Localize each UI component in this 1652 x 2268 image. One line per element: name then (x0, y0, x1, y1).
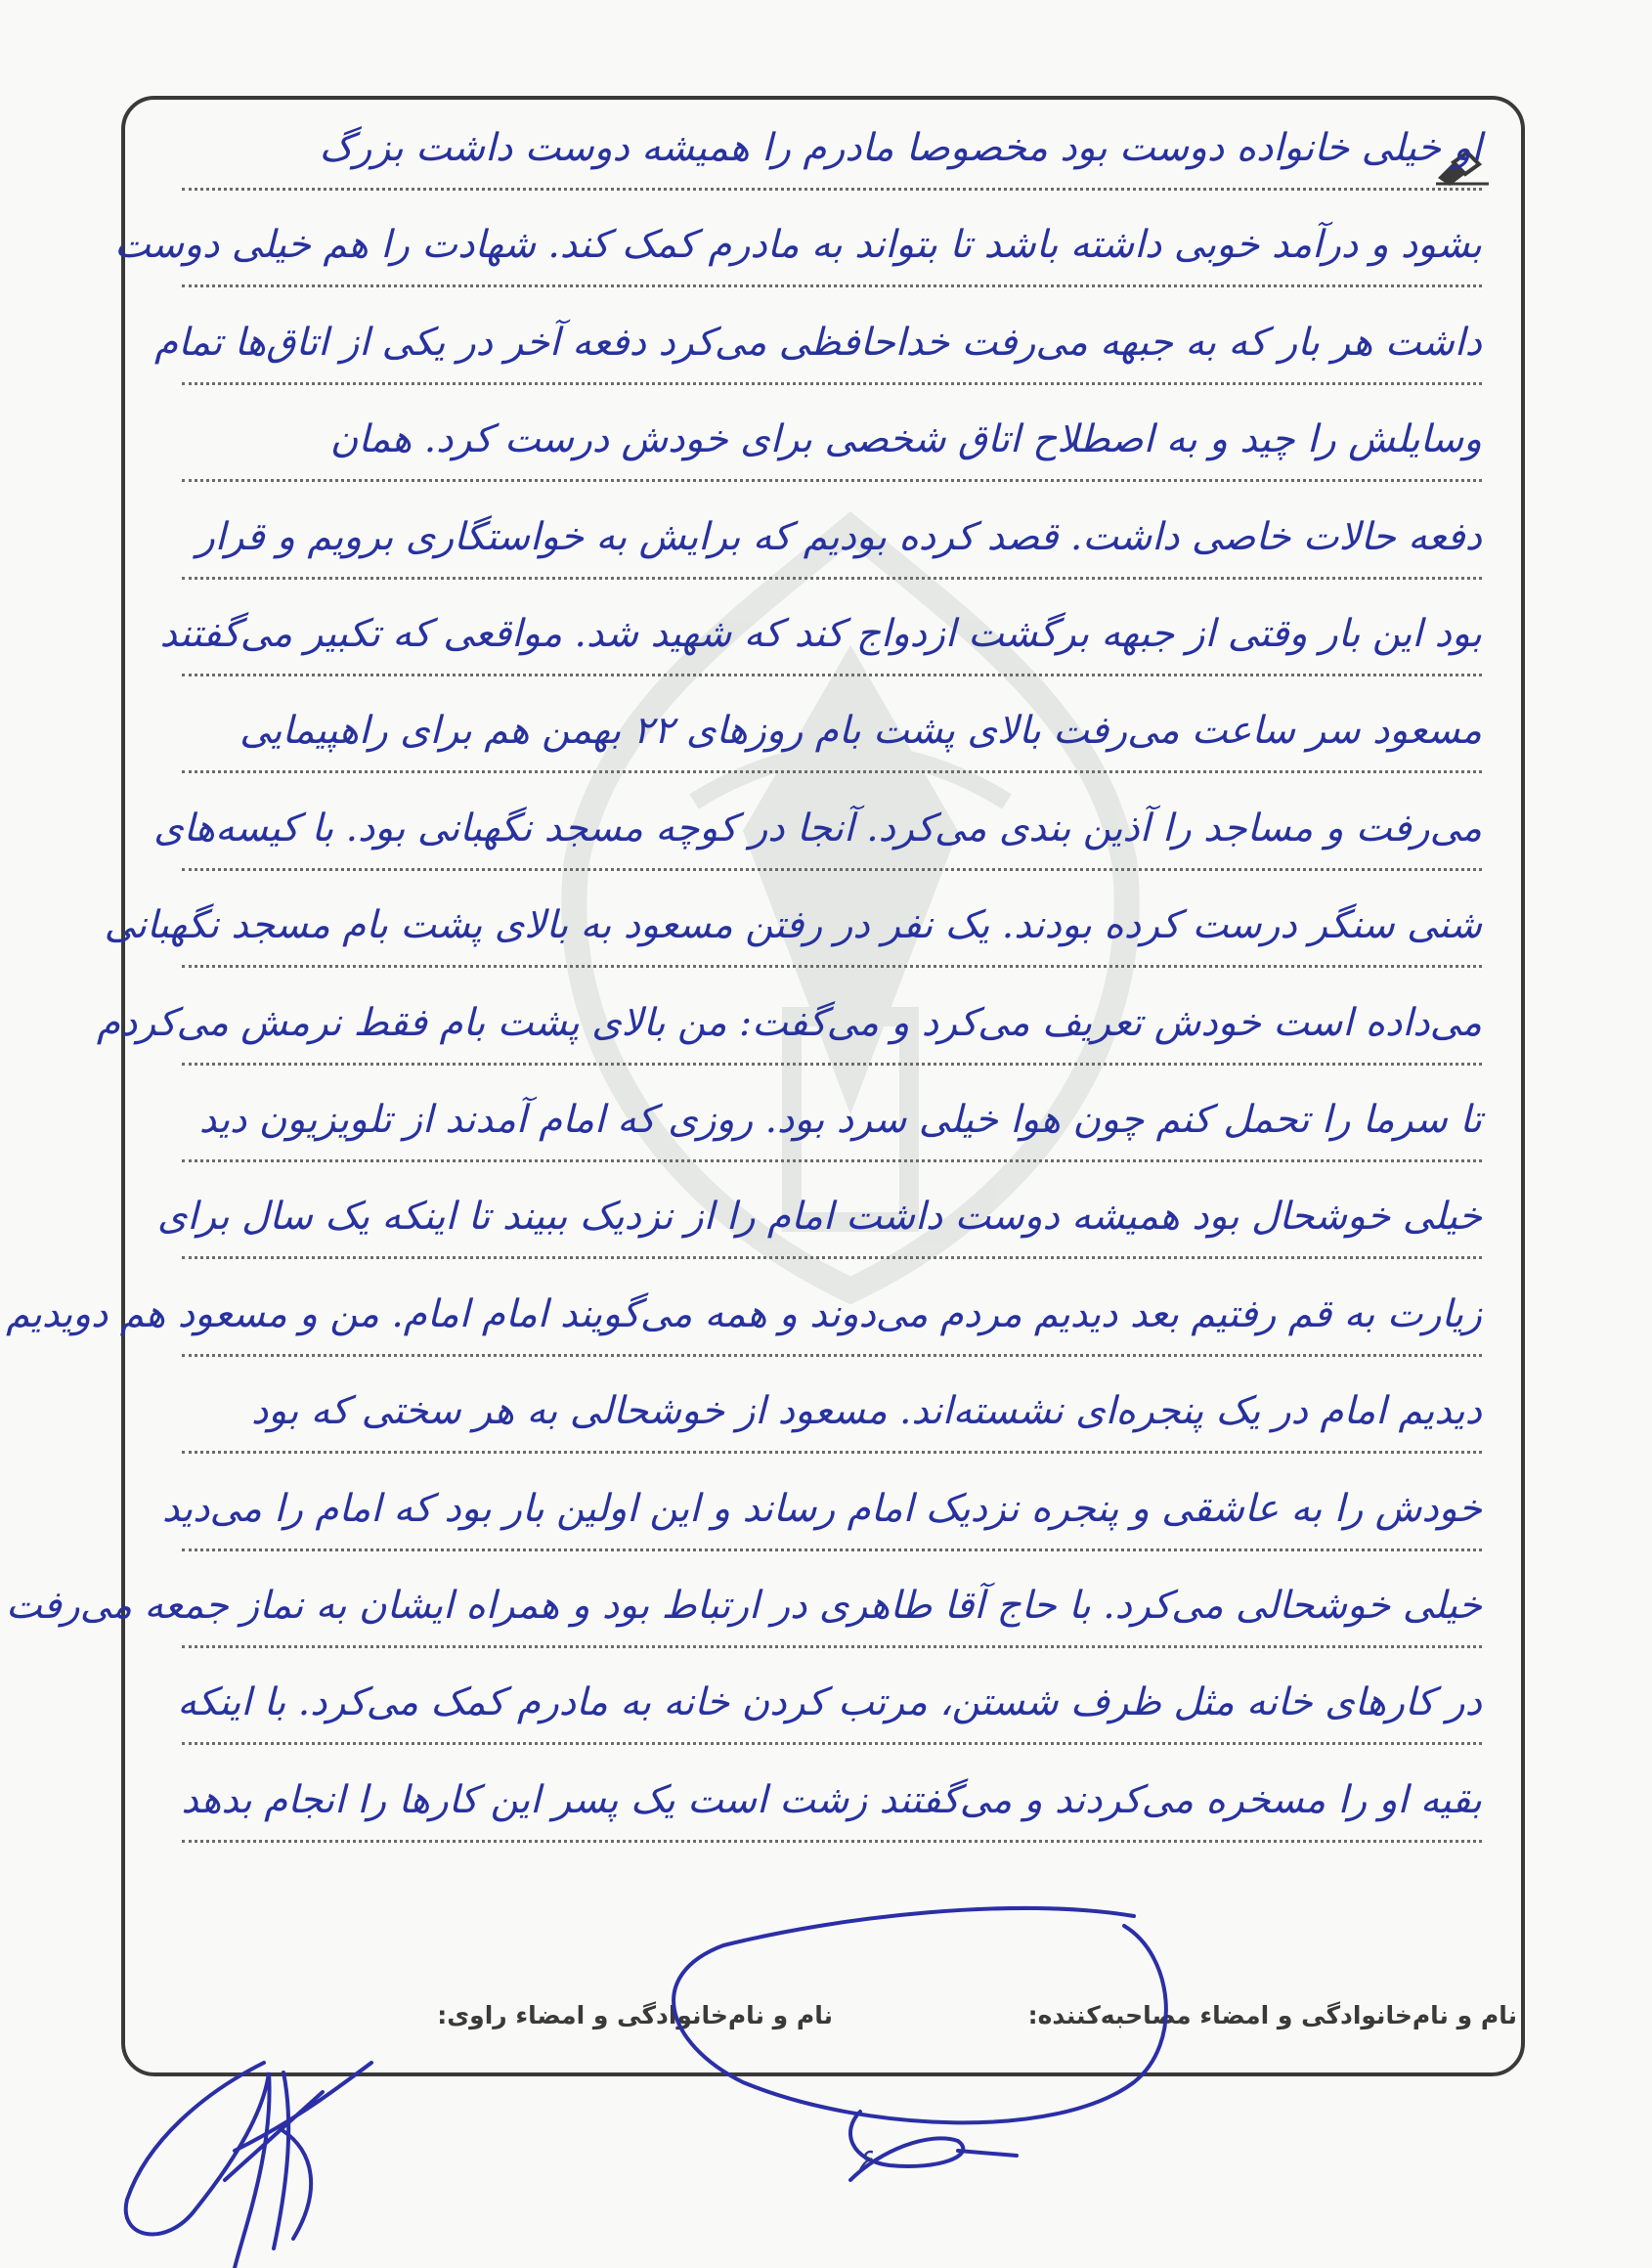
transcript-line: خودش را به عاشقی و پنجره نزدیک امام رساند و این اولین بار بود که امام را می‌دید (182, 1478, 1482, 1551)
signature-labels (137, 1989, 1517, 2044)
transcript-line: بشود و درآمد خوبی داشته باشد تا بتواند به مادرم کمک کند. شهادت را هم خیلی دوست (182, 214, 1482, 287)
transcript-line: تا سرما را تحمل کنم چون هوا خیلی سرد بود. روزی که امام آمدند از تلویزیون دید (182, 1089, 1482, 1162)
transcript-line: دیدیم امام در یک پنجره‌ای نشسته‌اند. مسعود از خوشحالی به هر سختی که بود (182, 1380, 1482, 1454)
transcript-line: زیارت به قم رفتیم بعد دیدیم مردم می‌دوند و همه می‌گویند امام امام. من و مسعود هم دویدیم (182, 1284, 1482, 1357)
transcript-line: مسعود سر ساعت می‌رفت بالای پشت بام روزهای ۲۲ بهمن هم برای راهپیمایی (182, 700, 1482, 773)
narrator-signature-label: نام و نام‌خانوادگی و امضاء راوی: (437, 2001, 833, 2029)
transcript-line: می‌رفت و مساجد را آذین بندی می‌کرد. آنجا در کوچه مسجد نگهبانی بود. با کیسه‌های (182, 798, 1482, 871)
transcript-line: او خیلی خانواده دوست بود مخصوصا مادرم را همیشه دوست داشت بزرگ (182, 117, 1482, 191)
transcript-line: بقیه او را مسخره می‌کردند و می‌گفتند زشت است یک پسر این کارها را انجام بدهد (182, 1769, 1482, 1843)
interviewer-signature-label: نام و نام‌خانوادگی و امضاء مصاحبه‌کننده: (1027, 2001, 1517, 2029)
transcript-line: بود این بار وقتی از جبهه برگشت ازدواج کند که شهید شد. مواقعی که تکبیر می‌گفتند (182, 603, 1482, 676)
transcript-line: شنی سنگر درست کرده بودند. یک نفر در رفتن مسعود به بالای پشت بام مسجد نگهبانی (182, 894, 1482, 968)
page-number: ۶ (856, 2143, 873, 2177)
transcript-line: وسایلش را چید و به اصطلاح اتاق شخصی برای خودش درست کرد. همان (182, 409, 1482, 482)
transcript-line: خیلی خوشحالی می‌کرد. با حاج آقا طاهری در ارتباط بود و همراه ایشان به نماز جمعه می‌رفت (182, 1575, 1482, 1648)
transcript-line: دفعه حالات خاصی داشت. قصد کرده بودیم که برایش به خواستگاری برویم و قرار (182, 506, 1482, 580)
transcript-line: خیلی خوشحال بود همیشه دوست داشت امام را از نزدیک ببیند تا اینکه یک سال برای (182, 1186, 1482, 1259)
transcript-line: می‌داده است خودش تعریف می‌کرد و می‌گفت: من بالای پشت بام فقط نرمش می‌کردم (182, 992, 1482, 1066)
narrator-signature (126, 2063, 371, 2268)
transcript-line: داشت هر بار که به جبهه می‌رفت خداحافظی می‌کرد دفعه آخر در یکی از اتاق‌ها تمام (182, 312, 1482, 385)
transcript-line: در کارهای خانه مثل ظرف شستن، مرتب کردن خانه به مادرم کمک می‌کرد. با اینکه (182, 1672, 1482, 1745)
